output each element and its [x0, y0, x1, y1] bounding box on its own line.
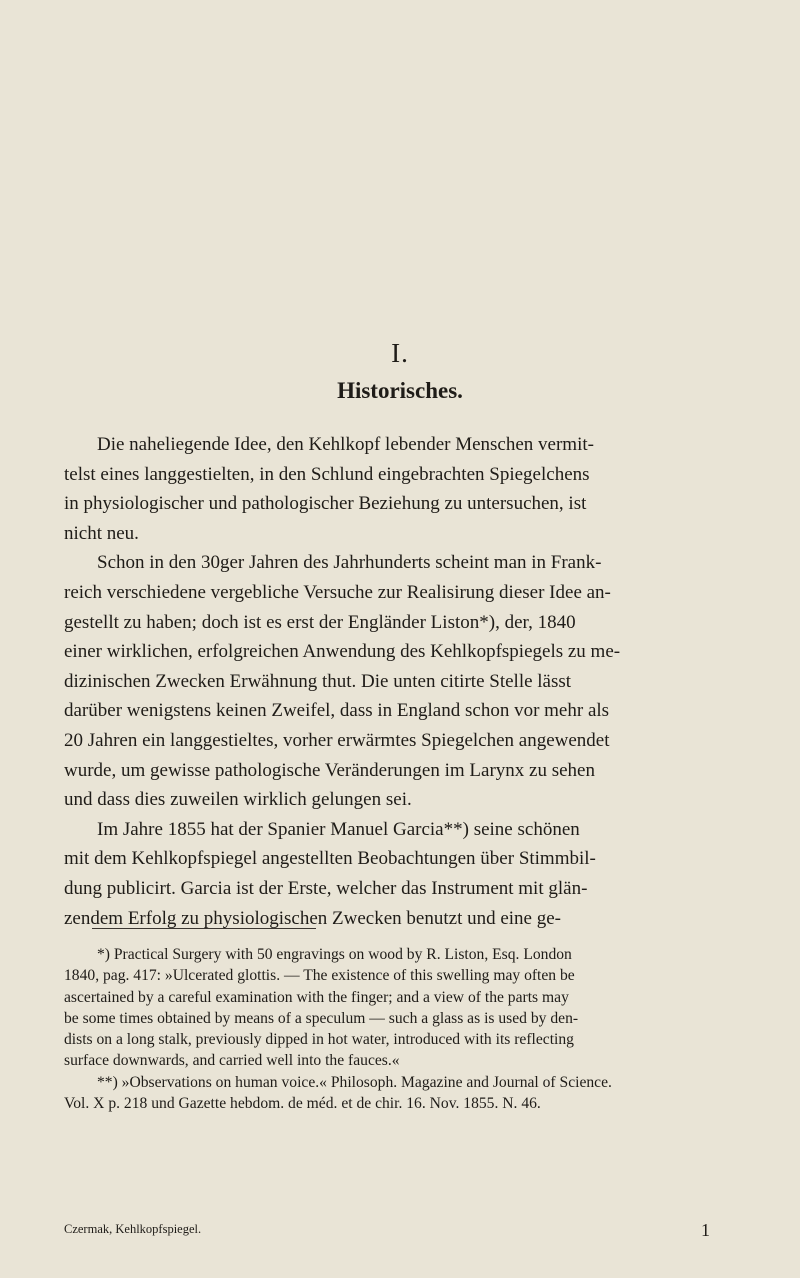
- body-line: reich verschiedene vergebliche Versuche zur Realisirung dieser Idee an-: [64, 581, 611, 603]
- signature-mark: 1: [701, 1220, 710, 1240]
- footnote-line: Vol. X p. 218 und Gazette hebdom. de méd. et de chir. 16. Nov. 1855. N. 46.: [64, 1095, 541, 1113]
- body-line: dung publicirt. Garcia ist der Erste, welcher das Instrument mit glän-: [64, 877, 588, 899]
- footnote-line: 1840, pag. 417: »Ulcerated glottis. — The existence of this swelling may often be: [64, 967, 575, 985]
- body-line: Im Jahre 1855 hat der Spanier Manuel Garcia**) seine schönen: [97, 818, 580, 840]
- body-line: Schon in den 30ger Jahren des Jahrhunderts scheint man in Frank-: [97, 552, 602, 574]
- body-line: nicht neu.: [64, 522, 139, 544]
- body-line: dizinischen Zwecken Erwähnung thut. Die unten citirte Stelle lässt: [64, 670, 572, 692]
- body-line: darüber wenigstens keinen Zweifel, dass in England schon vor mehr als: [64, 700, 610, 722]
- footnote-line: dists on a long stalk, previously dipped in hot water, introduced with its reflecting: [64, 1031, 574, 1049]
- body-line: wurde, um gewisse pathologische Veränderungen im Larynx zu sehen: [64, 759, 595, 781]
- page-footer: [64, 1222, 746, 1241]
- signature-line: Czermak, Kehlkopfspiegel.: [64, 1222, 202, 1236]
- footnote-line: *) Practical Surgery with 50 engravings on wood by R. Liston, Esq. London: [97, 946, 572, 963]
- body-line: einer wirklichen, erfolgreichen Anwendung des Kehlkopfspiegels zu me-: [64, 641, 621, 663]
- footnote-line: **) »Observations on human voice.« Philosoph. Magazine and Journal of Science.: [97, 1073, 612, 1091]
- body-line: in physiologischer und pathologischer Beziehung zu untersuchen, ist: [64, 493, 587, 515]
- body-line: gestellt zu haben; doch ist es erst der Engländer Liston*), der, 1840: [64, 611, 576, 633]
- footnote-line: be some times obtained by means of a speculum — such a glass as is used by den-: [64, 1009, 579, 1027]
- footnote-line: ascertained by a careful examination with the finger; and a view of the parts may: [64, 988, 569, 1006]
- body-line: Die naheliegende Idee, den Kehlkopf lebender Menschen vermit-: [97, 434, 594, 455]
- chapter-title: Historisches.: [337, 378, 463, 403]
- footnote-rule: [92, 928, 316, 929]
- body-line: 20 Jahren ein langgestieltes, vorher erwärmtes Spiegelchen angewendet: [64, 729, 610, 751]
- footnotes: [64, 944, 750, 1114]
- body-line: zendem Erfolg zu physiologischen Zwecken benutzt und eine ge-: [64, 907, 561, 929]
- body-line: und dass dies zuweilen wirklich gelungen sei.: [64, 789, 412, 811]
- body-line: mit dem Kehlkopfspiegel angestellten Beobachtungen über Stimmbil-: [64, 848, 596, 870]
- footnote-line: surface downwards, and carried well into the fauces.«: [64, 1052, 400, 1070]
- chapter-number: I.: [391, 338, 409, 368]
- body-text: [64, 430, 748, 933]
- body-line: telst eines langgestielten, in den Schlund eingebrachten Spiegelchens: [64, 463, 590, 485]
